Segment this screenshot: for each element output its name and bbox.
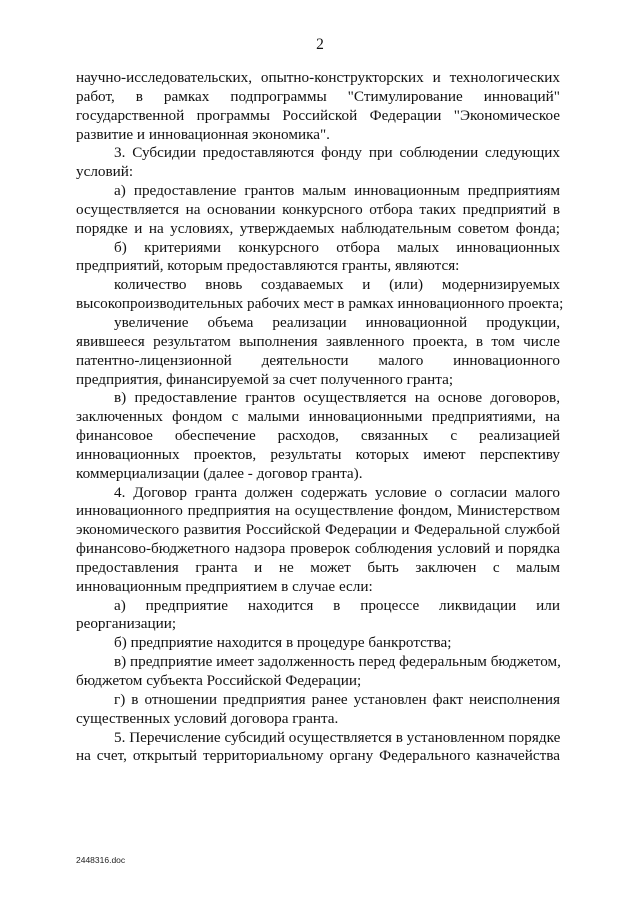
body-text xyxy=(76,69,564,766)
text-line: г) в отношении предприятия ранее установлен факт неисполнения xyxy=(114,690,560,708)
text-line: работ, в рамках подпрограммы "Стимулирование инноваций" xyxy=(76,87,560,105)
text-line: бюджетом субъекта Российской Федерации; xyxy=(76,672,362,689)
text-line: финансово-бюджетного надзора проверок соблюдения условий и порядка xyxy=(76,540,560,558)
text-line: а) предоставление грантов малым инновационным предприятиям xyxy=(114,182,560,200)
text-line: 5. Перечисление субсидий осуществляется в установленном порядке xyxy=(114,728,561,746)
text-line: 4. Договор гранта должен содержать условие о согласии малого xyxy=(114,483,560,501)
text-line: предприятий, которым предоставляются гранты, являются: xyxy=(76,257,460,275)
text-line: экономического развития Российской Федерации и Федеральной службой xyxy=(76,521,560,539)
text-line: коммерциализации (далее - договор гранта). xyxy=(76,464,363,482)
text-line: государственной программы Российской Федерации "Экономическое xyxy=(76,106,560,124)
text-line: инновационных проектов, результаты которых имеют перспективу xyxy=(76,445,560,463)
text-line: патентно-лицензионной деятельности малого инновационного xyxy=(76,351,560,369)
text-line: 3. Субсидии предоставляются фонду при соблюдении следующих xyxy=(114,144,560,162)
text-line: б) критериями конкурсного отбора малых инновационных xyxy=(114,238,560,256)
text-line: существенных условий договора гранта. xyxy=(76,709,339,727)
text-line: заключенных фондом с малыми инновационными предприятиями, на xyxy=(76,408,560,426)
text-line: развитие и инновационная экономика". xyxy=(76,125,330,143)
text-line: научно-исследовательских, опытно-конструкторских и технологических xyxy=(76,69,560,86)
page-number: 2 xyxy=(316,36,324,53)
text-line: условий: xyxy=(76,163,134,181)
text-line: на счет, открытый территориальному органу Федерального казначейства xyxy=(76,747,560,765)
text-line: предприятия, финансируемой за счет полученного гранта; xyxy=(76,370,454,388)
text-line: в) предприятие имеет задолженность перед федеральным бюджетом, xyxy=(114,653,561,671)
text-line: количество вновь создаваемых и (или) модернизируемых xyxy=(114,276,560,294)
text-line: порядке и на условиях, утверждаемых наблюдательным советом фонда; xyxy=(76,219,560,237)
text-line: а) предприятие находится в процессе ликвидации или xyxy=(114,596,560,614)
text-line: финансовое обеспечение расходов, связанных с реализацией xyxy=(76,427,560,445)
text-line: инновационного предприятия на осуществление фондом, Министерством xyxy=(76,502,560,520)
text-line: предоставления гранта и не может быть заключен с малым xyxy=(76,558,560,576)
text-line: явившееся результатом выполнения заявленного проекта, в том числе xyxy=(76,332,560,350)
text-line: высокопроизводительных рабочих мест в рамках инновационного проекта; xyxy=(76,295,564,313)
text-line: инновационным предприятием в случае если: xyxy=(76,577,373,595)
text-line: осуществляется на основании конкурсного отбора таких предприятий в xyxy=(76,200,560,218)
text-line: б) предприятие находится в процедуре банкротства; xyxy=(114,634,452,652)
text-line: увеличение объема реализации инновационной продукции, xyxy=(114,313,560,331)
file-name-footer: 2448316.doc xyxy=(76,855,126,865)
text-line: реорганизации; xyxy=(76,615,177,633)
text-line: в) предоставление грантов осуществляется на основе договоров, xyxy=(114,389,560,407)
